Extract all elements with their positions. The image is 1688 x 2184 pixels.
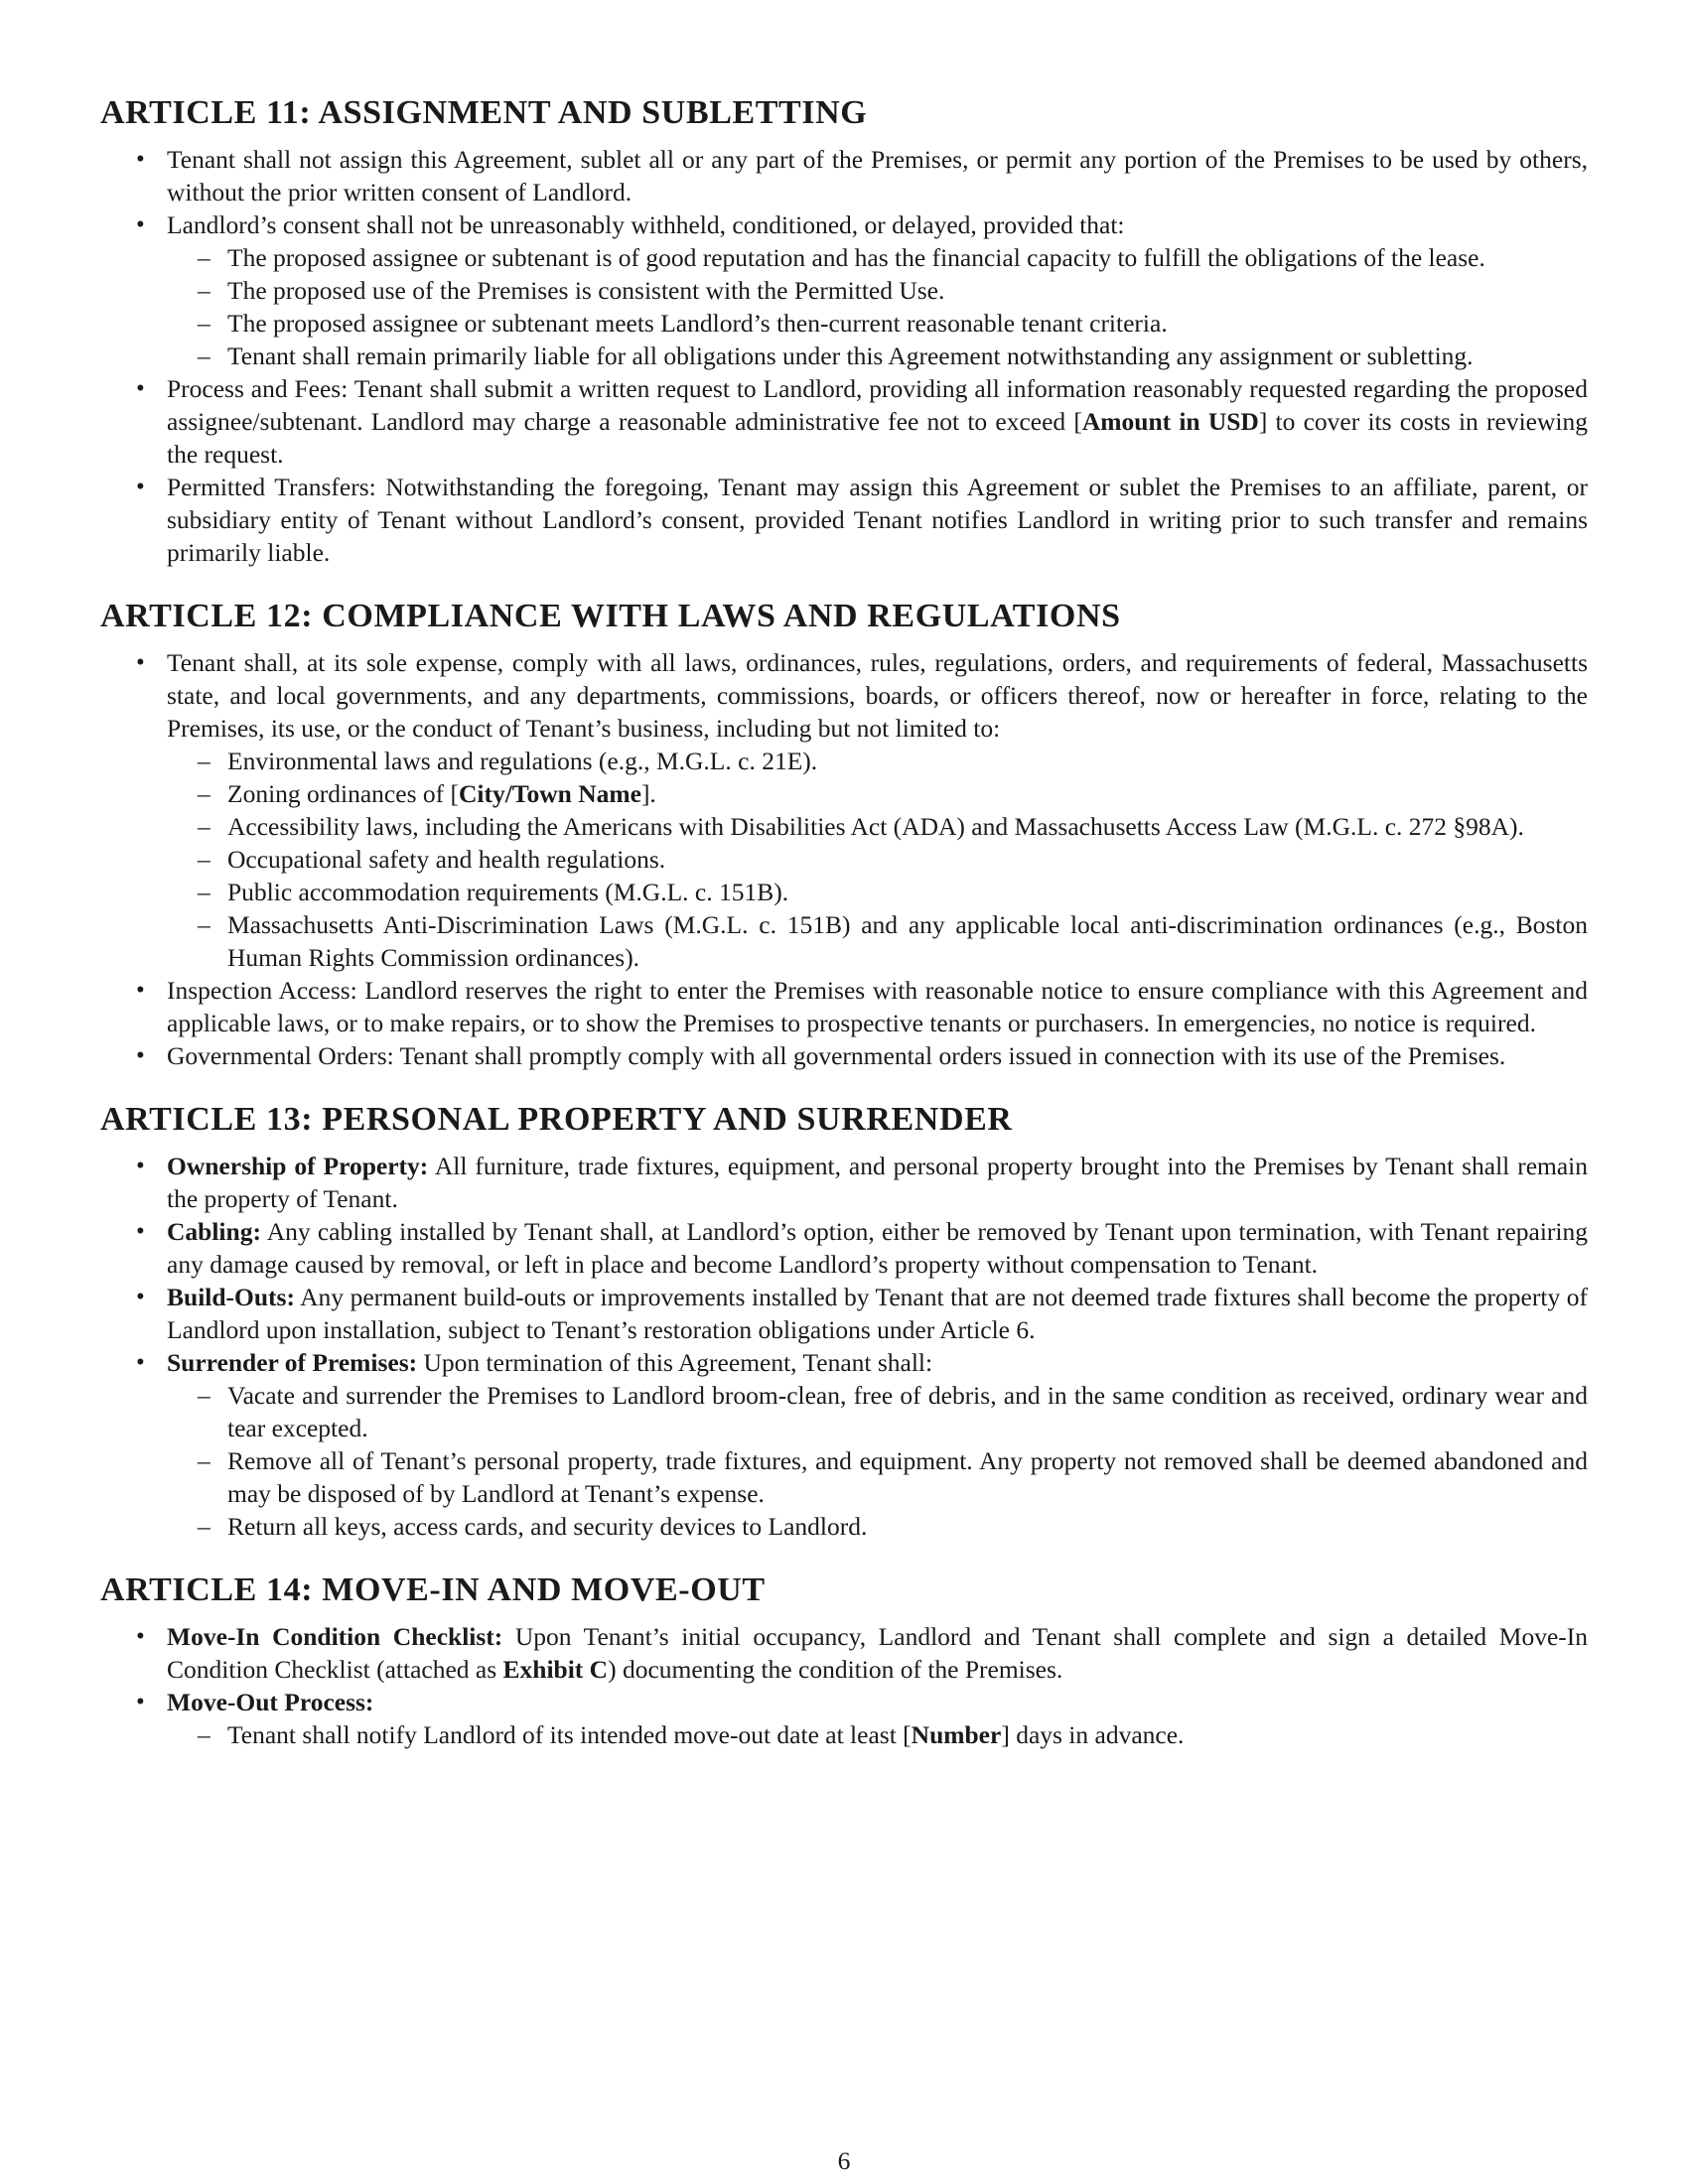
item-label: Surrender of Premises:	[167, 1348, 418, 1377]
list-item	[100, 974, 1588, 1039]
item-text: Any cabling installed by Tenant shall, at Landlord’s option, either be removed by Tenant upon termination, with Tenant repairing any damage caused by removal, or left in place and become Landlord’s property without compensation to Tenant.	[167, 1217, 1588, 1279]
sub-list-item	[100, 777, 1588, 810]
item-text: Inspection Access: Landlord reserves the right to enter the Premises with reasonable notice to ensure compliance with this Agreement and applicable laws, or to make repairs, or to show the Premises to prospective tenants or purchasers. In emergencies, no notice is required.	[167, 976, 1588, 1037]
placeholder-number: Number	[911, 1720, 1002, 1749]
sub-list-item: – Public accommodation requirements (M.G.L. c. 151B).	[100, 876, 1588, 908]
item-text: Landlord’s consent shall not be unreasonably withheld, conditioned, or delayed, provided that:	[167, 210, 1125, 239]
list-item	[100, 1686, 1588, 1751]
item-text: Permitted Transfers: Notwithstanding the foregoing, Tenant may assign this Agreement or sublet the Premises to an affiliate, parent, or subsidiary entity of Tenant without Landlord’s consent, provided Tenant notifies Landlord in writing prior to such transfer and remains primarily liable.	[167, 473, 1588, 567]
article-list	[100, 1620, 1588, 1751]
item-text: ].	[640, 779, 656, 808]
sub-list-item: – Tenant shall remain primarily liable for all obligations under this Agreement notwithstanding any assignment or subletting.	[100, 340, 1588, 372]
item-text: ] to cover its costs in reviewing the request.	[167, 407, 1588, 469]
placeholder-city-town-name: City/Town Name	[458, 779, 641, 808]
list-item	[100, 143, 1588, 208]
item-text: Any permanent build-outs or improvements installed by Tenant that are not deemed trade fixtures shall become the property of Landlord upon installation, subject to Tenant’s restoration obligations under Article 6.	[167, 1283, 1588, 1344]
article-heading: ARTICLE 11: ASSIGNMENT AND SUBLETTING	[100, 94, 868, 131]
sub-list	[167, 1718, 1588, 1751]
list-item	[100, 372, 1588, 471]
article-heading: ARTICLE 12: COMPLIANCE WITH LAWS AND REGULATIONS	[100, 598, 1121, 634]
item-text: All furniture, trade fixtures, equipment, and personal property brought into the Premises by Tenant shall remain the property of Tenant.	[167, 1152, 1588, 1213]
item-label: Move-In Condition Checklist:	[167, 1622, 503, 1651]
page-number: 6	[837, 2146, 851, 2175]
list-item	[100, 1150, 1588, 1215]
sub-list-item: – Environmental laws and regulations (e.g., M.G.L. c. 21E).	[100, 745, 1588, 777]
sub-list	[167, 241, 1588, 372]
article-heading: ARTICLE 13: PERSONAL PROPERTY AND SURRENDER	[100, 1101, 1013, 1138]
article-11	[100, 93, 1588, 569]
sub-list-item: – The proposed use of the Premises is consistent with the Permitted Use.	[100, 274, 1588, 307]
item-label: Cabling:	[167, 1217, 261, 1246]
item-text: Process and Fees: Tenant shall submit a written request to Landlord, providing all information reasonably requested regarding the proposed assignee/subtenant. Landlord may charge a reasonable administrative fee not to exceed [	[167, 374, 1588, 436]
list-item	[100, 1281, 1588, 1346]
sub-list-item: – The proposed assignee or subtenant meets Landlord’s then-current reasonable tenant criteria.	[100, 307, 1588, 340]
list-item	[100, 208, 1588, 372]
item-text: Tenant shall notify Landlord of its intended move-out date at least [	[227, 1720, 912, 1749]
article-14	[100, 1570, 1588, 1751]
sub-list	[167, 745, 1588, 974]
list-item	[100, 471, 1588, 569]
article-list	[100, 1150, 1588, 1543]
item-text: Zoning ordinances of [	[227, 779, 459, 808]
item-label: Move-Out Process:	[167, 1688, 374, 1716]
list-item	[100, 1620, 1588, 1686]
sub-list	[167, 1379, 1588, 1543]
sub-list-item: – Accessibility laws, including the Americans with Disabilities Act (ADA) and Massachusetts Access Law (M.G.L. c. 272 §98A).	[100, 810, 1588, 843]
article-12	[100, 597, 1588, 1072]
item-label: Build-Outs:	[167, 1283, 295, 1311]
item-text: Upon termination of this Agreement, Tenant shall:	[423, 1348, 933, 1377]
placeholder-amount-usd: Amount in USD	[1081, 407, 1259, 436]
sub-list-item: – Occupational safety and health regulations.	[100, 843, 1588, 876]
list-item	[100, 646, 1588, 974]
item-text: Upon Tenant’s initial occupancy, Landlord and Tenant shall complete and sign a detailed Move-In Condition Checklist (attached as	[167, 1622, 1588, 1684]
sub-list-item: – The proposed assignee or subtenant is of good reputation and has the financial capacity to fulfill the obligations of the lease.	[100, 241, 1588, 274]
item-text: Governmental Orders: Tenant shall promptly comply with all governmental orders issued in connection with its use of the Premises.	[167, 1041, 1506, 1070]
item-text: Tenant shall not assign this Agreement, sublet all or any part of the Premises, or permit any portion of the Premises to be used by others, without the prior written consent of Landlord.	[167, 145, 1588, 206]
exhibit-reference: Exhibit C	[502, 1655, 609, 1684]
item-text: Tenant shall, at its sole expense, comply with all laws, ordinances, rules, regulations, orders, and requirements of federal, Massachusetts state, and local governments, and any departments, commissions, boards, or officers thereof, now or hereafter in force, relating to the Premises, its use, or the conduct of Tenant’s business, including but not limited to:	[167, 648, 1588, 743]
article-13	[100, 1100, 1588, 1543]
list-item	[100, 1346, 1588, 1543]
item-text: ) documenting the condition of the Premises.	[608, 1655, 1063, 1684]
article-list	[100, 646, 1588, 1072]
sub-list-item	[100, 1718, 1588, 1751]
document-page	[100, 93, 1588, 1779]
sub-list-item: – Massachusetts Anti-Discrimination Laws (M.G.L. c. 151B) and any applicable local anti-discrimination ordinances (e.g., Boston Human Rights Commission ordinances).	[100, 908, 1588, 974]
list-item	[100, 1215, 1588, 1281]
item-text: ] days in advance.	[1001, 1720, 1185, 1749]
article-list	[100, 143, 1588, 569]
item-label: Ownership of Property:	[167, 1152, 429, 1180]
list-item	[100, 1039, 1588, 1072]
sub-list-item: – Return all keys, access cards, and security devices to Landlord.	[100, 1510, 1588, 1543]
sub-list-item: – Remove all of Tenant’s personal property, trade fixtures, and equipment. Any property not removed shall be deemed abandoned and may be disposed of by Landlord at Tenant’s expense.	[100, 1444, 1588, 1510]
sub-list-item: – Vacate and surrender the Premises to Landlord broom-clean, free of debris, and in the same condition as received, ordinary wear and tear excepted.	[100, 1379, 1588, 1444]
article-heading: ARTICLE 14: MOVE-IN AND MOVE-OUT	[100, 1571, 766, 1608]
